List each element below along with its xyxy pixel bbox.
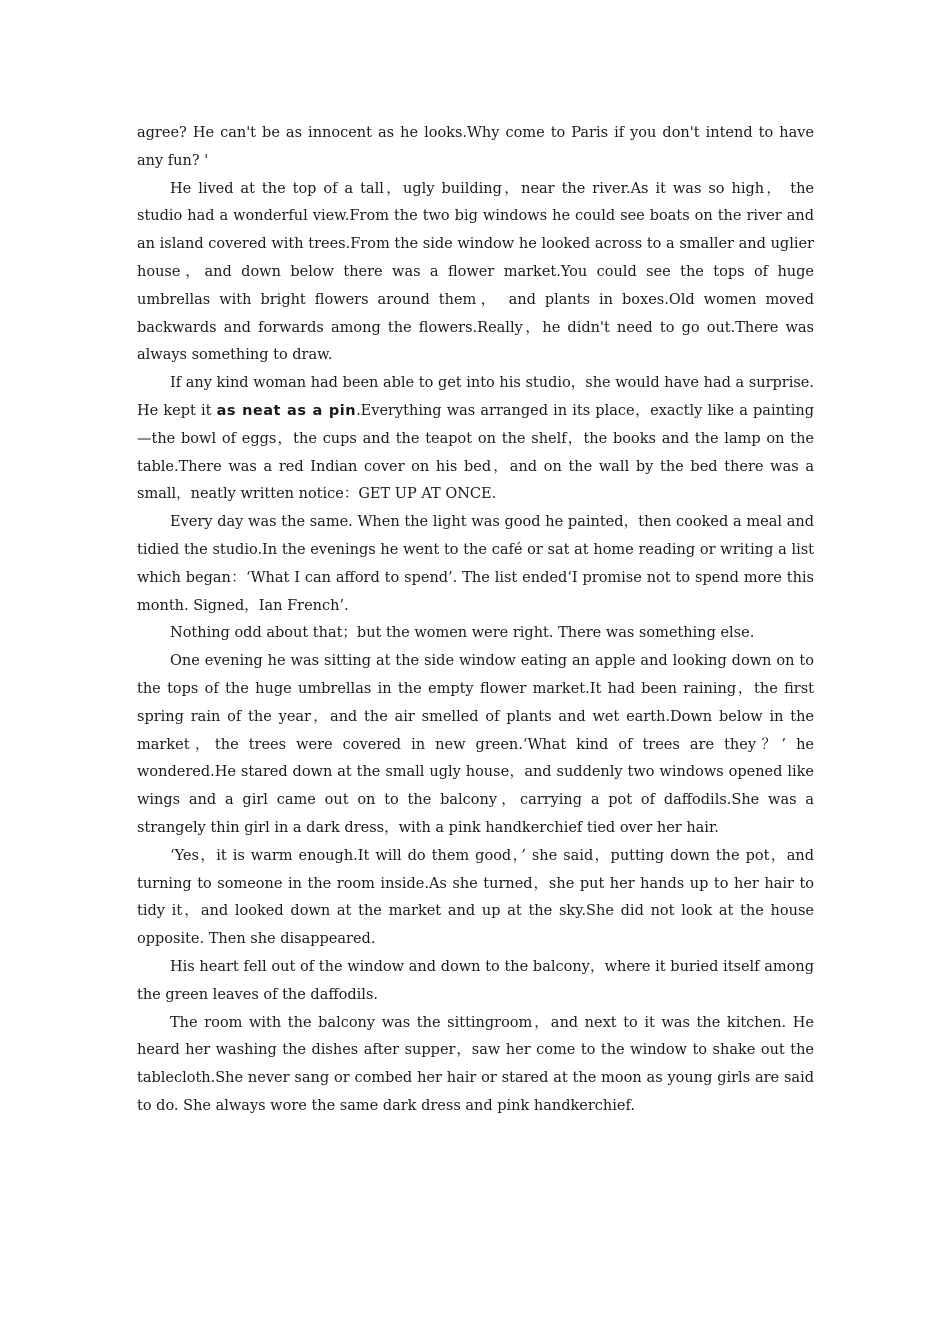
- paragraph-9: The room with the balcony was the sittingroom，and next to it was the kitchen. He heard her washing the dishes after supper，saw her come to the window to shake out the tablecloth.She never sang or combed her hair or stared at the moon as young girls are said to do. She always wore the same dark dress and pink handkerchief.: [137, 1014, 814, 1114]
- paragraph-2: He lived at the top of a tall，ugly building，near the river.As it was so high， the studio had a wonderful view.From the two big windows he could see boats on the river and an island covered with trees.From the side window he looked across to a smaller and uglier house，and down below there was a flower market.You could see the tops of huge umbrellas with bright flowers around them， and plants in boxes.Old women moved backwards and forwards among the flowers.Really，he didn't need to go out.There was always something to draw.: [137, 180, 814, 364]
- paragraph-3-after: .Everything was arranged in its place，exactly like a painting—the bowl of eggs，the cups and the teapot on the shelf，the books and the lamp on the table.There was a red Indian cover on his bed，and on the wall by the bed there was a small，neatly written notice：GET UP AT ONCE.: [137, 402, 815, 503]
- paragraph-1: agree? He can't be as innocent as he looks.Why come to Paris if you don't intend to have any fun? ': [137, 125, 814, 169]
- paragraph-8: His heart fell out of the window and down to the balcony，where it buried itself among the green leaves of the daffodils.: [137, 958, 814, 1003]
- paragraph-4: Every day was the same. When the light was good he painted，then cooked a meal and tidied the studio.In the evenings he went to the café or sat at home reading or writing a list which began：‘What I can afford to spend’. The list ended‘I promise not to spend more this month. Signed，Ian French’.: [137, 514, 814, 614]
- document-body: [137, 120, 814, 1121]
- paragraph-7: ‘Yes，it is warm enough.It will do them good，’ she said，putting down the pot，and turning to someone in the room inside.As she turned，she put her hands up to her hair to tidy it，and looked down at the market and up at the sky.She did not look at the house opposite. Then she disappeared.: [137, 847, 814, 948]
- emphasized-phrase: as neat as a pin: [216, 402, 357, 419]
- paragraph-6: One evening he was sitting at the side window eating an apple and looking down on to the tops of the huge umbrellas in the empty flower market.It had been raining，the first spring rain of the year，and the air smelled of plants and wet earth.Down below in the market，the trees were covered in new green.‘What kind of trees are they？’ he wondered.He stared down at the small ugly house，and suddenly two windows opened like wings and a girl came out on to the balcony，carrying a pot of daffodils.She was a strangely thin girl in a dark dress，with a pink handkerchief tied over her hair.: [137, 653, 814, 836]
- paragraph-3: [137, 370, 814, 509]
- paragraph-5: Nothing odd about that；but the women were right. There was something else.: [170, 625, 755, 642]
- paragraph-3-before: If any kind woman had been able to get into his studio，she would have had a surprise. He kept it: [137, 375, 814, 419]
